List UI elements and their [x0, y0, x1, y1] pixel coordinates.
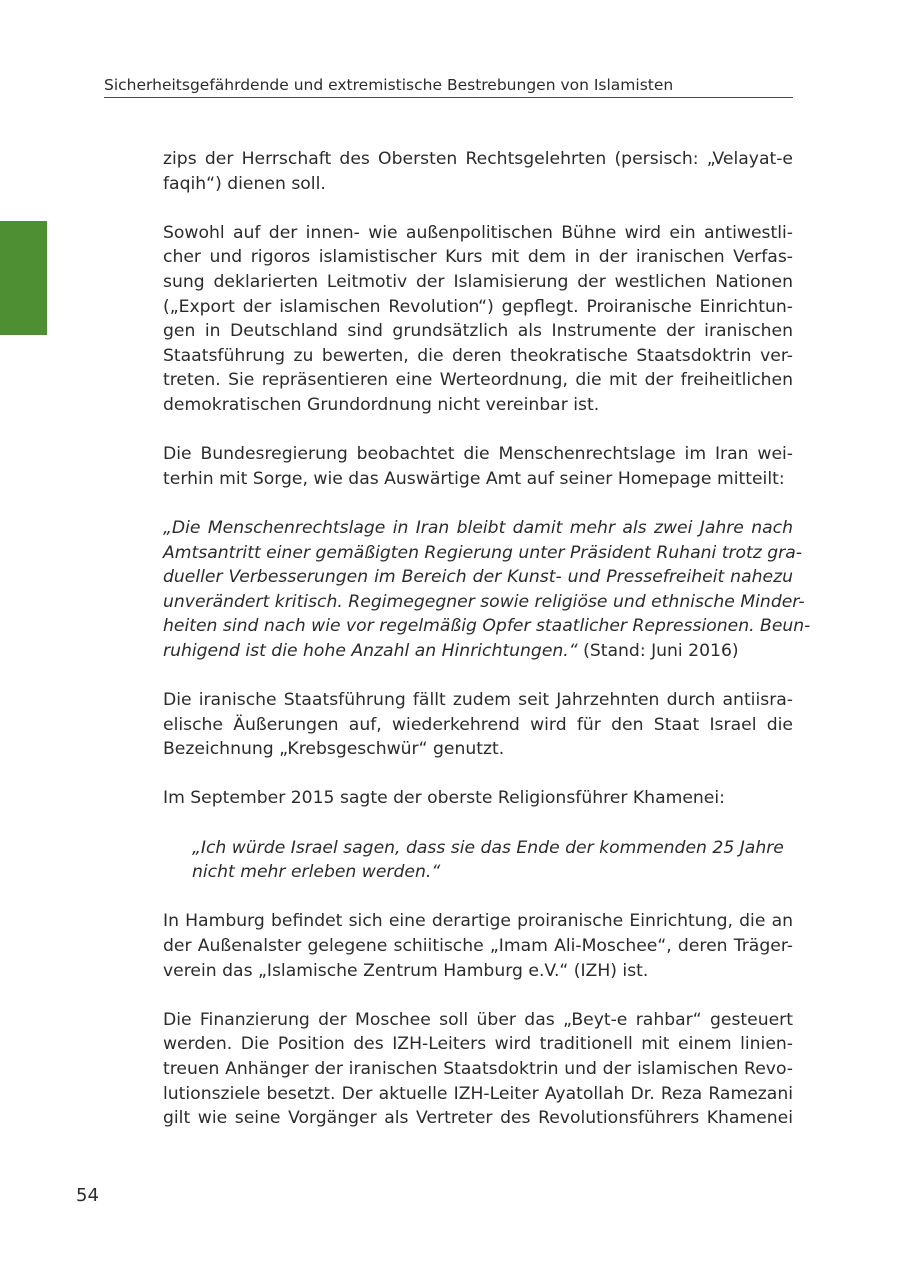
body-text — [163, 147, 811, 1155]
text-line: faqih“) dienen soll. — [163, 173, 326, 194]
text-line: verein das „Islamische Zentrum Hamburg e.V.“ (IZH) ist. — [163, 960, 649, 981]
running-header — [104, 74, 793, 98]
header-title: Sicherheitsgefährdende und extremistische Bestrebungen von Islamisten — [104, 76, 674, 94]
text-line: cher und rigoros islamistischer Kurs mit dem in der iranischen Verfas- — [163, 247, 793, 268]
text-line: demokratischen Grundordnung nicht vereinbar ist. — [163, 394, 600, 415]
text-line: gen in Deutschland sind grundsätzlich als Instrumente der iranischen — [163, 321, 793, 342]
text-line: treuen Anhänger der iranischen Staatsdoktrin und der islamischen Revo- — [163, 1058, 793, 1079]
text-line: werden. Die Position des IZH-Leiters wird traditionell mit einem linien- — [163, 1034, 793, 1055]
text-line: Die Bundesregierung beobachtet die Menschenrechtslage im Iran wei- — [163, 444, 793, 465]
quote-line: dueller Verbesserungen im Bereich der Kunst- und Pressefreiheit nahezu — [163, 567, 793, 588]
quote-line: ruhigend ist die hohe Anzahl an Hinrichtungen.“ — [163, 640, 578, 661]
text-line: Die Finanzierung der Moschee soll über das „Beyt-e rahbar“ gesteuert — [163, 1009, 793, 1030]
text-line: Im September 2015 sagte der oberste Religionsführer Khamenei: — [163, 788, 725, 809]
text-line: treten. Sie repräsentieren eine Werteordnung, die mit der freiheitlichen — [163, 370, 793, 391]
chapter-side-tab — [0, 221, 47, 335]
text-line: elische Äußerungen auf, wiederkehrend wird für den Staat Israel die — [163, 714, 793, 735]
text-line: Staatsführung zu bewerten, die deren theokratische Staatsdoktrin ver- — [163, 345, 793, 366]
text-line: lutionsziele besetzt. Der aktuelle IZH-Leiter Ayatollah Dr. Reza Ramezani — [163, 1083, 793, 1104]
paragraph — [163, 786, 793, 811]
page-number: 54 — [76, 1185, 99, 1206]
quote-paragraph — [163, 516, 811, 664]
paragraph — [163, 442, 793, 491]
quote-line: nicht mehr erleben werden.“ — [192, 862, 441, 883]
text-line: Bezeichnung „Krebsgeschwür“ genutzt. — [163, 739, 505, 760]
text-line: zips der Herrschaft des Obersten Rechtsgelehrten (persisch: „Velayat-e — [163, 149, 793, 169]
quote-line: Amtsantritt einer gemäßigten Regierung unter Präsident Ruhani trotz gra- — [163, 542, 802, 563]
paragraph — [163, 147, 793, 196]
text-line: der Außenalster gelegene schiitische „Imam Ali-Moschee“, deren Träger- — [163, 936, 793, 956]
quote-line: „Ich würde Israel sagen, dass sie das Ende der kommenden 25 Jahre — [192, 837, 784, 858]
paragraph — [163, 1008, 793, 1131]
quote-last-line — [163, 639, 793, 664]
text-line: gilt wie seine Vorgänger als Vertreter des Revolutionsführers Khamenei — [163, 1108, 793, 1129]
quote-source: (Stand: Juni 2016) — [583, 640, 739, 661]
text-line: Sowohl auf der innen- wie außenpolitischen Bühne wird ein antiwestli- — [163, 222, 793, 243]
quote-line: unverändert kritisch. Regimegegner sowie religiöse und ethnische Minder- — [163, 591, 805, 612]
blockquote — [163, 836, 793, 885]
paragraph — [163, 688, 793, 762]
text-line: In Hamburg befindet sich eine derartige proiranische Einrichtung, die an — [163, 911, 793, 932]
text-line: („Export der islamischen Revolution“) gepflegt. Proiranische Einrichtun- — [163, 296, 793, 317]
text-line: Die iranische Staatsführung fällt zudem seit Jahrzehnten durch antiisra- — [163, 690, 793, 711]
paragraph — [163, 909, 793, 983]
text-line: terhin mit Sorge, wie das Auswärtige Amt auf seiner Homepage mitteilt: — [163, 468, 785, 489]
quote-line: heiten sind nach wie vor regelmäßig Opfer staatlicher Repressionen. Beun- — [163, 616, 811, 637]
text-line: sung deklarierten Leitmotiv der Islamisierung der westlichen Nationen — [163, 271, 793, 292]
quote-line: „Die Menschenrechtslage in Iran bleibt damit mehr als zwei Jahre nach — [163, 517, 793, 538]
paragraph — [163, 221, 793, 418]
